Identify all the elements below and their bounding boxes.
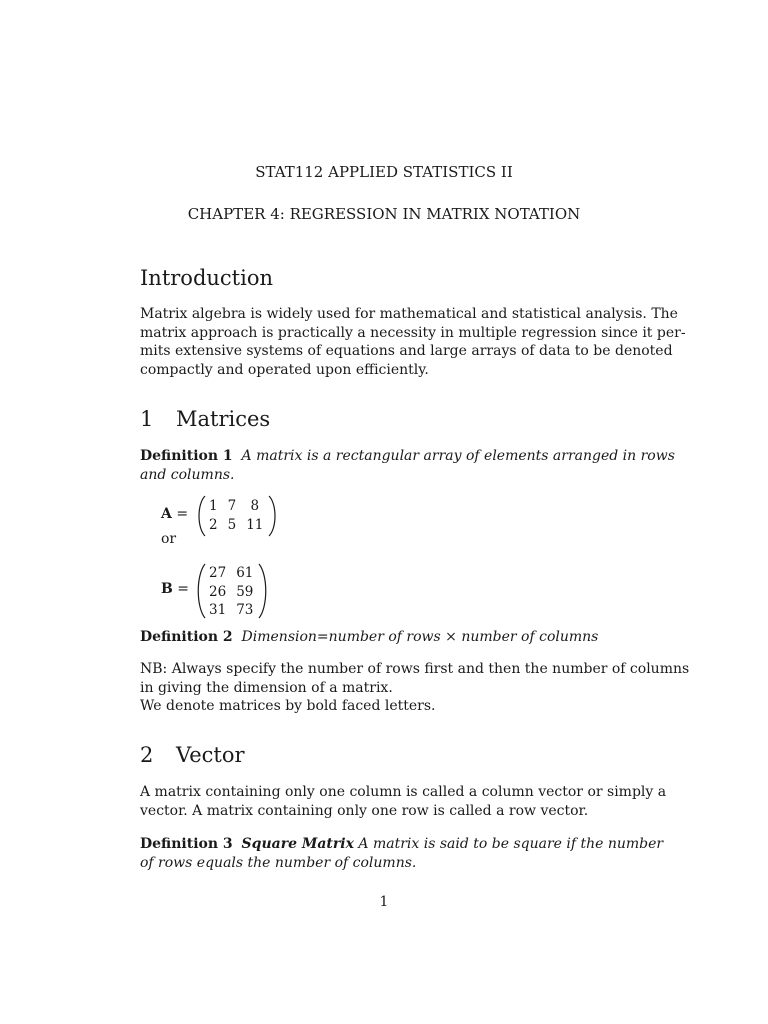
matrix-cell: 8 xyxy=(250,498,260,514)
section-title: Vector xyxy=(176,743,245,767)
intro-line-4: compactly and operated upon efficiently. xyxy=(140,362,429,378)
nb-line-1: NB: Always specify the number of rows first and then the number of columns xyxy=(140,661,690,677)
matrix-cell: 61 xyxy=(236,565,254,581)
definition-1-continued: and columns. xyxy=(140,467,235,483)
matrix-cell: 1 xyxy=(209,498,218,514)
or-text: or xyxy=(161,531,177,547)
vector-para-line-1: A matrix containing only one column is called a column vector or simply a xyxy=(140,784,667,800)
matrix-cell: 26 xyxy=(209,583,227,600)
definition-label: Definition 3 xyxy=(140,836,233,852)
definition-1 xyxy=(140,448,675,464)
page-number: 1 xyxy=(379,894,389,910)
intro-line-1: Matrix algebra is widely used for mathematical and statistical analysis. The xyxy=(140,306,678,322)
matrix-row xyxy=(204,601,258,620)
matrix-cell: 11 xyxy=(246,516,264,533)
chapter-title: CHAPTER 4: REGRESSION IN MATRIX NOTATION xyxy=(187,205,581,223)
equals-sign: = xyxy=(176,506,189,522)
matrix-cell: 7 xyxy=(227,498,237,514)
matrix-a xyxy=(204,497,268,534)
nb-line-3: We denote matrices by bold faced letters. xyxy=(140,698,436,714)
definition-text: A matrix is said to be square if the number xyxy=(358,836,664,852)
matrix-cell: 27 xyxy=(209,565,227,581)
section-number: 1 xyxy=(140,407,154,431)
matrix-name: B xyxy=(161,581,173,597)
course-title: STAT112 APPLIED STATISTICS II xyxy=(255,163,513,181)
definition-text: Dimension=number of rows × number of columns xyxy=(241,629,599,645)
right-paren-icon xyxy=(266,495,280,537)
section-heading-introduction: Introduction xyxy=(140,266,273,290)
matrix-b xyxy=(204,564,258,620)
vector-para-line-2: vector. A matrix containing only one row is called a row vector. xyxy=(140,803,589,819)
section-title: Matrices xyxy=(176,407,271,431)
definition-3 xyxy=(140,836,663,852)
equals-sign: = xyxy=(177,581,190,597)
nb-line-2: in giving the dimension of a matrix. xyxy=(140,680,393,696)
matrix-name: A xyxy=(161,506,172,522)
matrix-row xyxy=(204,516,268,535)
matrix-cell: 31 xyxy=(209,602,227,618)
matrix-row xyxy=(204,564,258,583)
definition-label: Definition 2 xyxy=(140,629,233,645)
intro-line-3: mits extensive systems of equations and large arrays of data to be denoted xyxy=(140,343,673,359)
matrix-cell: 5 xyxy=(227,516,237,533)
definition-label: Definition 1 xyxy=(140,448,233,464)
matrix-cell: 73 xyxy=(236,602,254,618)
section-heading-matrices xyxy=(140,407,270,431)
definition-2 xyxy=(140,629,598,645)
matrix-cell: 59 xyxy=(236,583,254,600)
definition-3-continued: of rows equals the number of columns. xyxy=(140,855,417,871)
matrix-row xyxy=(204,583,258,602)
definition-text: A matrix is a rectangular array of elements arranged in rows xyxy=(241,448,675,464)
matrix-b-label xyxy=(161,581,189,597)
matrix-a-label xyxy=(161,506,188,522)
right-paren-icon xyxy=(256,563,270,619)
matrix-row xyxy=(204,497,268,516)
section-heading-vector xyxy=(140,743,245,767)
intro-line-2: matrix approach is practically a necessity in multiple regression since it per- xyxy=(140,325,686,341)
definition-term: Square Matrix xyxy=(241,836,354,852)
section-number: 2 xyxy=(140,743,154,767)
matrix-cell: 2 xyxy=(209,516,218,533)
